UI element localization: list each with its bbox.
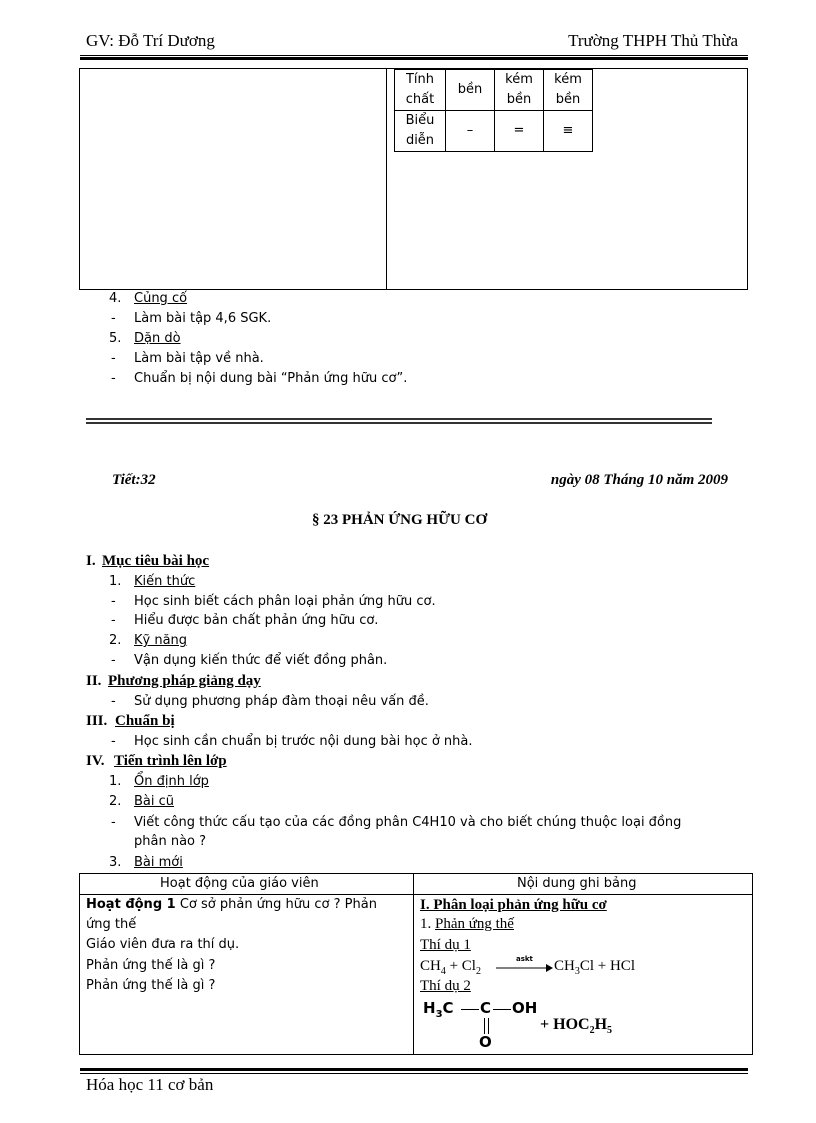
lesson-period: Tiết:32 [112,472,156,488]
footer-rule [80,1073,748,1074]
step-title: Bài mới [134,855,183,870]
eq-term: CH [420,958,441,974]
table-cell: – [446,111,495,152]
header-rule-thick [80,57,748,60]
eq-sub: 4 [440,966,446,977]
activity-table-header-rule [79,894,753,895]
formula-o: O [479,1033,492,1051]
bullet-dash: - [111,653,116,668]
lesson-separator [86,418,712,420]
section-number: IV. [86,753,105,769]
section-title: Phương pháp giảng dạy [108,673,261,689]
eq-term: H [594,1016,608,1033]
eq-sub: 2 [475,966,481,977]
bullet-dash: - [111,371,116,386]
table-cell: kém bền [495,70,544,111]
example-label: Thí dụ 1 [420,937,471,953]
list-item: Chuẩn bị nội dung bài “Phản ứng hữu cơ”. [134,371,408,386]
atom-c: C [442,999,454,1017]
formula-plus-ethanol [540,1016,612,1036]
eq-term: Cl + HCl [579,958,635,974]
section-title: Mục tiêu bài học [102,553,210,569]
example-label: Thí dụ 2 [420,978,471,994]
lesson-date: ngày 08 Tháng 10 năm 2009 [550,472,728,488]
formula-carbonyl-c: C [480,999,492,1017]
section-number: I. [86,553,96,569]
row-label: Biểu diễn [395,111,446,152]
list-item: Làm bài tập 4,6 SGK. [134,311,272,326]
section-number: II. [86,673,102,689]
single-bond [461,1009,479,1010]
step-title: Dặn dò [134,331,181,346]
table-cell: ≡ [544,111,593,152]
table-row [395,111,593,152]
activity-heading [86,897,377,912]
bond-property-table [394,69,593,152]
table-row [395,70,593,111]
section-title: Chuẩn bị [115,713,175,729]
teacher-line: Giáo viên đưa ra thí dụ. [86,937,240,952]
bullet-dash: - [111,351,116,366]
step-title: Kiến thức [134,574,196,589]
step-title: Bài cũ [134,794,175,809]
step-title: Kỹ năng [134,633,188,648]
column-header-teacher: Hoạt động của giáo viên [160,876,319,891]
step-title: Củng cố [134,291,188,306]
board-subsection [420,916,514,933]
list-item-continued: phân nào ? [134,834,207,849]
eq-sub: 5 [607,1025,613,1037]
board-subsection-title: Phản ứng thế [435,916,514,932]
bullet-dash: - [111,694,116,709]
prev-box-divider [386,68,387,290]
footer-rule-thick [80,1068,748,1071]
list-item: Làm bài tập về nhà. [134,351,264,366]
eq-sub: 2 [589,1025,595,1037]
list-item: Sử dụng phương pháp đàm thoại nêu vấn đề. [134,694,429,709]
list-item: Viết công thức cấu tạo của các đồng phân C4H10 và cho biết chúng thuộc loại đồng [134,815,682,830]
header-rule [80,55,748,56]
section-title: Tiến trình lên lớp [114,753,227,769]
list-item: Học sinh biết cách phân loại phản ứng hữu cơ. [134,594,436,609]
eq-term: + Cl [445,958,476,974]
reaction-arrow-icon [496,962,554,974]
step-number: 2. [109,633,122,648]
row-label: Tính chất [395,70,446,111]
footer-text: Hóa học 11 cơ bản [86,1075,214,1094]
header-school: Trường THPH Thủ Thừa [568,31,738,50]
step-number: 1. [109,574,122,589]
double-bond [488,1018,489,1034]
bullet-dash: - [111,815,116,830]
section-number: III. [86,713,108,729]
list-item: Hiểu được bản chất phản ứng hữu cơ. [134,613,379,628]
header-teacher: GV: Đỗ Trí Dương [86,31,215,50]
teacher-line: Phản ứng thế là gì ? [86,958,216,973]
atom-sub: 3 [435,1009,443,1020]
eq-term: + HOC [540,1016,590,1033]
reaction-condition: askt [516,955,533,963]
list-item: Vận dụng kiến thức để viết đồng phân. [134,653,388,668]
bullet-dash: - [111,311,116,326]
eq-sub: 3 [574,966,580,977]
double-bond [484,1018,485,1034]
formula-oh: OH [512,999,538,1017]
table-cell: bền [446,70,495,111]
step-number: 1. [109,774,122,789]
formula-h3c [423,999,454,1020]
activity-label: Hoạt động 1 [86,897,176,912]
table-cell: kém bền [544,70,593,111]
single-bond [493,1009,511,1010]
column-header-board: Nội dung ghi bảng [517,876,637,891]
bullet-dash: - [111,613,116,628]
teacher-line: Phản ứng thế là gì ? [86,978,216,993]
equation-1-products [554,958,635,977]
activity-text-continued: ứng thế [86,917,137,932]
board-subsection-number: 1. [420,916,435,932]
step-number: 2. [109,794,122,809]
lesson-separator [86,422,712,424]
list-item: Học sinh cần chuẩn bị trước nội dung bài học ở nhà. [134,734,473,749]
equation-1 [420,958,481,977]
atom-h: H [423,999,436,1017]
bullet-dash: - [111,734,116,749]
step-number: 4. [109,291,122,306]
eq-term: CH [554,958,575,974]
activity-table-divider [413,873,414,1054]
lesson-title: § 23 PHẢN ỨNG HỮU CƠ [312,512,488,528]
step-number: 5. [109,331,122,346]
bullet-dash: - [111,594,116,609]
table-cell: = [495,111,544,152]
step-number: 3. [109,855,122,870]
step-title: Ổn định lớp [134,774,209,789]
board-section-title: I. Phân loại phản ứng hữu cơ [420,897,607,913]
activity-text: Cơ sở phản ứng hữu cơ ? Phản [175,897,377,912]
